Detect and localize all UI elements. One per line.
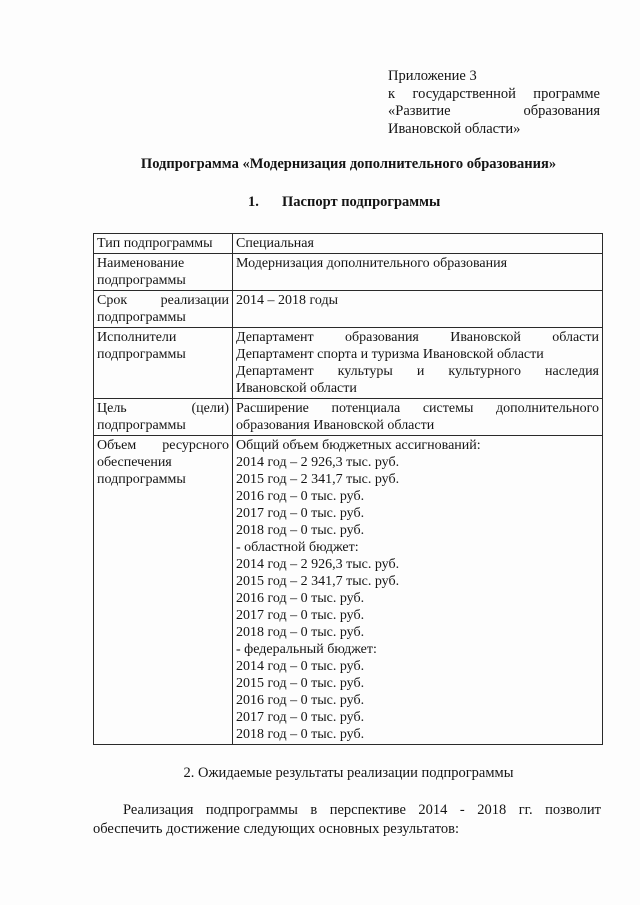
passport-table xyxy=(93,233,603,745)
funding-line: 2014 год – 2 926,3 тыс. руб. xyxy=(236,557,400,572)
funding-line: 2017 год – 0 тыс. руб. xyxy=(236,710,365,725)
name-value: Модернизация дополнительного образования xyxy=(233,254,603,291)
funding-line: 2015 год – 0 тыс. руб. xyxy=(236,676,365,691)
funding-line: 2015 год – 2 341,7 тыс. руб. xyxy=(236,472,400,487)
funding-value xyxy=(233,436,603,745)
subprogram-title: Подпрограмма «Модернизация дополнительного образования» xyxy=(140,156,557,172)
section-1-number: 1. xyxy=(248,194,259,210)
section-2-heading: 2. Ожидаемые результаты реализации подпрограммы xyxy=(183,765,514,781)
section-1-heading xyxy=(248,194,440,211)
appendix-line-3: «Развитие образования xyxy=(388,103,600,119)
funding-line: 2017 год – 0 тыс. руб. xyxy=(236,608,365,623)
term-label-line-2: подпрограммы xyxy=(97,310,186,325)
funding-label-line-3: подпрограммы xyxy=(97,472,186,487)
paragraph-line-1: Реализация подпрограммы в перспективе 2014 - 2018 гг. позволит xyxy=(123,802,601,818)
name-label-line-2: подпрограммы xyxy=(97,273,186,288)
funding-line: - областной бюджет: xyxy=(236,540,359,555)
funding-line: 2014 год – 2 926,3 тыс. руб. xyxy=(236,455,400,470)
executors-label xyxy=(94,328,233,399)
goal-value-line-2: образования Ивановской области xyxy=(236,418,435,433)
funding-line: 2015 год – 2 341,7 тыс. руб. xyxy=(236,574,400,589)
funding-line: 2016 год – 0 тыс. руб. xyxy=(236,489,365,504)
executor-2: Департамент спорта и туризма Ивановской области xyxy=(236,347,544,362)
executor-3-line-2: Ивановской области xyxy=(236,381,357,396)
appendix-line-1: Приложение 3 xyxy=(388,68,477,84)
paragraph-line-2: обеспечить достижение следующих основных результатов: xyxy=(93,821,459,837)
table-row xyxy=(94,254,603,291)
table-row xyxy=(94,328,603,399)
goal-value-line-1: Расширение потенциала системы дополнительного xyxy=(236,401,599,416)
type-value: Специальная xyxy=(233,234,603,254)
funding-line: 2016 год – 0 тыс. руб. xyxy=(236,591,365,606)
section-1-title: Паспорт подпрограммы xyxy=(282,194,441,210)
term-value: 2014 – 2018 годы xyxy=(233,291,603,328)
table-row xyxy=(94,436,603,745)
executors-value xyxy=(233,328,603,399)
funding-label-line-2: обеспечения xyxy=(97,455,172,470)
funding-line: 2018 год – 0 тыс. руб. xyxy=(236,625,365,640)
table-row xyxy=(94,234,603,254)
appendix-line-2: к государственной программе xyxy=(388,85,600,102)
funding-line: - федеральный бюджет: xyxy=(236,642,377,657)
funding-line: 2017 год – 0 тыс. руб. xyxy=(236,506,365,521)
term-label-line-1: Срок реализации xyxy=(97,293,229,308)
funding-label-line-1: Объем ресурсного xyxy=(97,438,229,453)
funding-line: 2014 год – 0 тыс. руб. xyxy=(236,659,365,674)
funding-line: 2016 год – 0 тыс. руб. xyxy=(236,693,365,708)
executors-label-line-2: подпрограммы xyxy=(97,347,186,362)
executor-3-line-1: Департамент культуры и культурного наследия xyxy=(236,364,599,379)
funding-label xyxy=(94,436,233,745)
term-label xyxy=(94,291,233,328)
name-label xyxy=(94,254,233,291)
executor-1: Департамент образования Ивановской области xyxy=(236,330,599,345)
appendix-line-4: Ивановской области» xyxy=(388,120,521,137)
funding-line: Общий объем бюджетных ассигнований: xyxy=(236,438,481,453)
results-paragraph xyxy=(93,801,601,839)
table-row xyxy=(94,291,603,328)
goal-value xyxy=(233,399,603,436)
funding-line: 2018 год – 0 тыс. руб. xyxy=(236,727,365,742)
executors-label-line-1: Исполнители xyxy=(97,330,177,345)
goal-label-line-1: Цель (цели) xyxy=(97,401,229,416)
table-row xyxy=(94,399,603,436)
funding-line: 2018 год – 0 тыс. руб. xyxy=(236,523,365,538)
name-label-line-1: Наименование xyxy=(97,256,185,271)
goal-label-line-2: подпрограммы xyxy=(97,418,186,433)
goal-label xyxy=(94,399,233,436)
type-label: Тип подпрограммы xyxy=(94,234,233,254)
appendix-header xyxy=(388,68,600,138)
